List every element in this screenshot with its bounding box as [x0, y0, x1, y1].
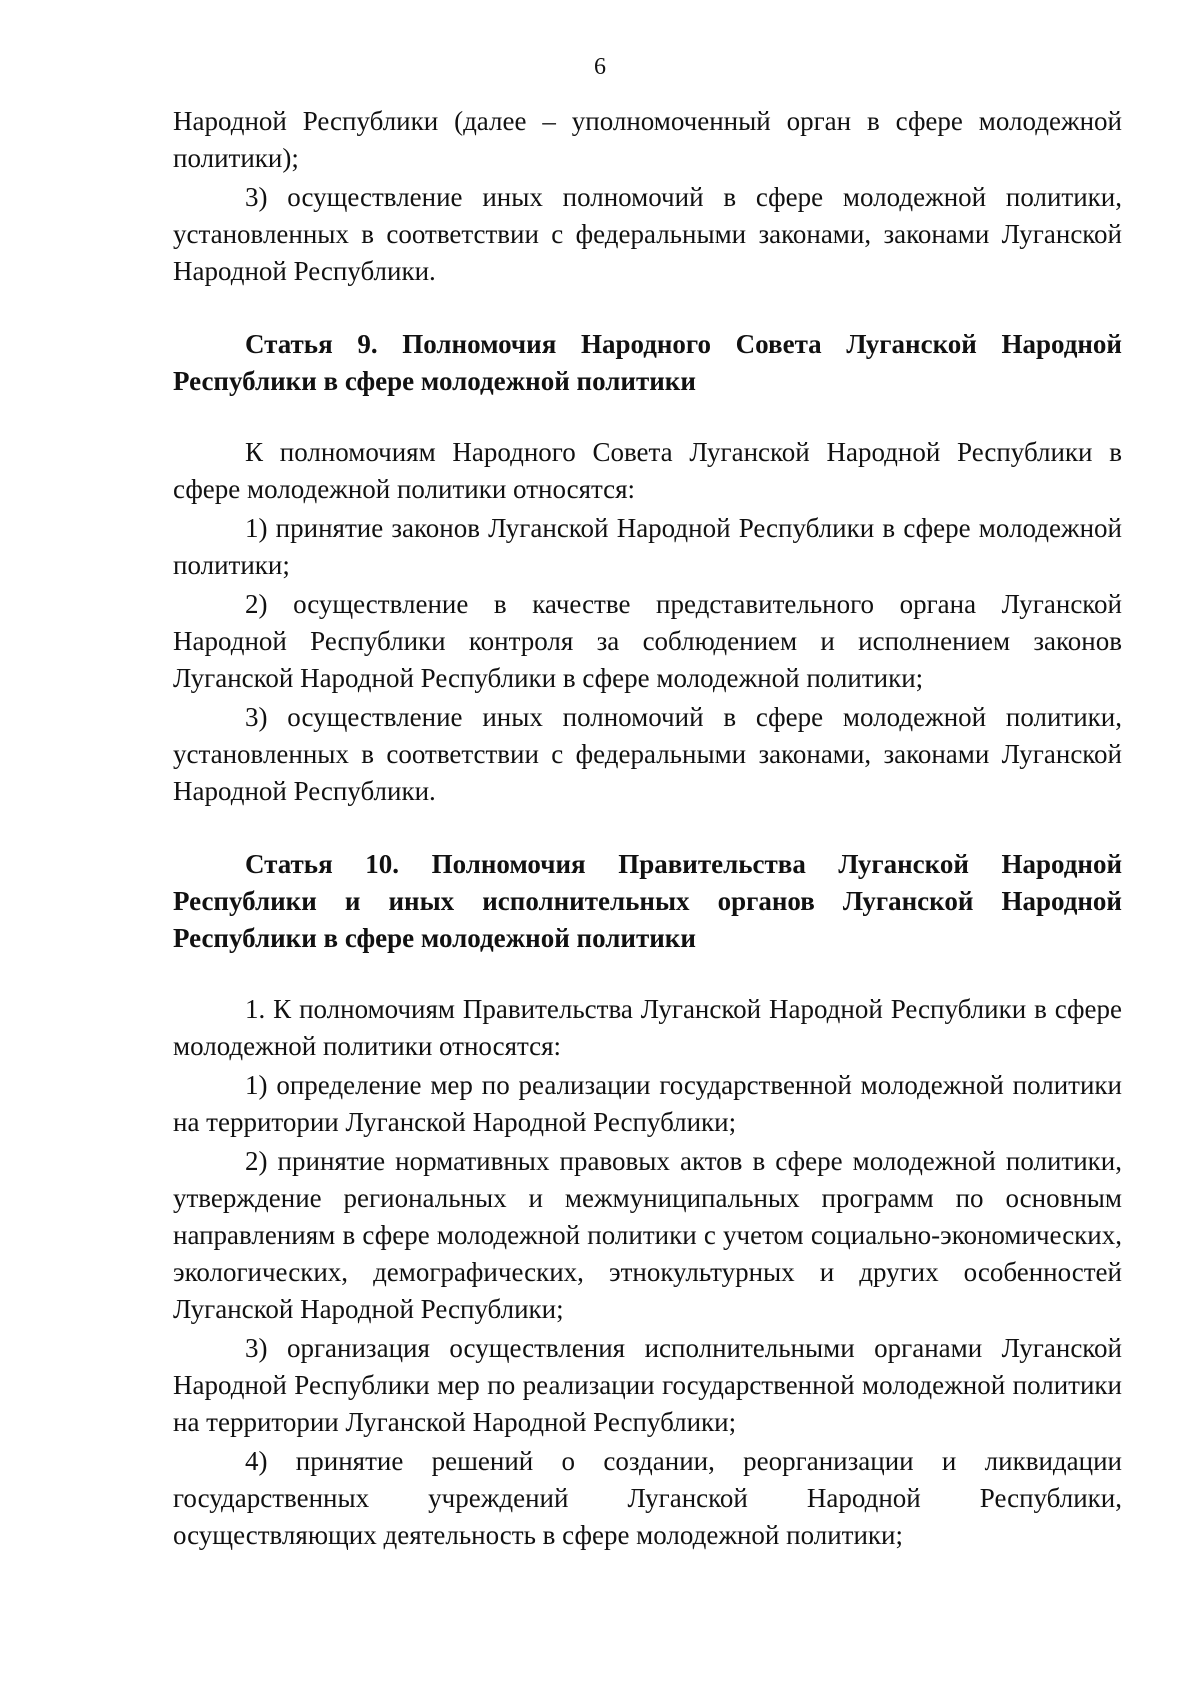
article-10-item-3: 3) организация осуществления исполнительными органами Луганской Народной Республики мер по реализации государственной молодежной политики на территории Луганской Народной Республики;	[173, 1333, 1122, 1437]
article-9-item-1: 1) принятие законов Луганской Народной Республики в сфере молодежной политики;	[173, 513, 1122, 580]
article-9-item-2: 2) осуществление в качестве представительного органа Луганской Народной Республики контроля за соблюдением и исполнением законов Луганской Народной Республики в сфере молодежной политики;	[173, 589, 1122, 693]
page-number: 6	[594, 54, 606, 80]
article-10-part-1-intro: 1. К полномочиям Правительства Луганской Народной Республики в сфере молодежной политики относятся:	[173, 994, 1122, 1061]
document-body	[173, 103, 1122, 1556]
article-10-heading: Статья 10. Полномочия Правительства Луганской Народной Республики и иных исполнительных органов Луганской Народной Республики в сфере молодежной политики	[173, 849, 1122, 953]
article-9-item-3: 3) осуществление иных полномочий в сфере молодежной политики, установленных в соответствии с федеральными законами, законами Луганской Народной Республики.	[173, 702, 1122, 806]
article-10-item-2: 2) принятие нормативных правовых актов в сфере молодежной политики, утверждение региональных и межмуниципальных программ по основным направлениям в сфере молодежной политики с учетом социально-экономических, экологических, демографических, этнокультурных и других особенностей Луганской Народной Республики;	[173, 1146, 1122, 1324]
article-10-item-4: 4) принятие решений о создании, реорганизации и ликвидации государственных учреждений Луганской Народной Республики, осуществляющих деятельность в сфере молодежной политики;	[173, 1446, 1122, 1550]
list-item-3: 3) осуществление иных полномочий в сфере молодежной политики, установленных в соответствии с федеральными законами, законами Луганской Народной Республики.	[173, 182, 1122, 286]
paragraph-continuation: Народной Республики (далее – уполномоченный орган в сфере молодежной политики);	[173, 106, 1122, 173]
article-9-heading: Статья 9. Полномочия Народного Совета Луганской Народной Республики в сфере молодежной политики	[173, 329, 1122, 396]
article-10-item-1: 1) определение мер по реализации государственной молодежной политики на территории Луганской Народной Республики;	[173, 1070, 1122, 1137]
article-9-intro: К полномочиям Народного Совета Луганской Народной Республики в сфере молодежной политики относятся:	[173, 437, 1122, 504]
